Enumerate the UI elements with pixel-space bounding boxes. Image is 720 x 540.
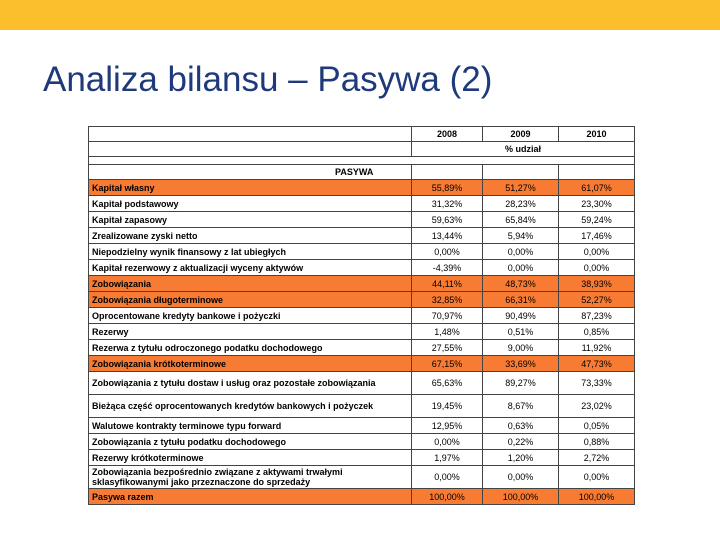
value-cell-2008: 55,89% bbox=[412, 180, 483, 196]
year-header-2009: 2009 bbox=[483, 127, 559, 142]
table-row bbox=[89, 395, 635, 418]
balance-table-container bbox=[88, 126, 634, 505]
row-label: Rezerwa z tytułu odroczonego podatku dochodowego bbox=[89, 340, 412, 356]
row-label: Kapitał własny bbox=[89, 180, 412, 196]
row-label: Pasywa razem bbox=[89, 489, 412, 505]
value-cell-2009: 51,27% bbox=[483, 180, 559, 196]
table-row bbox=[89, 450, 635, 466]
value-cell-2009: 89,27% bbox=[483, 372, 559, 395]
value-cell-2009: 8,67% bbox=[483, 395, 559, 418]
value-cell-2010: 0,05% bbox=[559, 418, 635, 434]
row-label: Zobowiązania długoterminowe bbox=[89, 292, 412, 308]
value-cell-2009: 1,20% bbox=[483, 450, 559, 466]
value-cell-2009: 0,22% bbox=[483, 434, 559, 450]
value-cell-2009: 65,84% bbox=[483, 212, 559, 228]
row-label: Rezerwy krótkoterminowe bbox=[89, 450, 412, 466]
value-cell-2008: 1,48% bbox=[412, 324, 483, 340]
value-cell-2010: 59,24% bbox=[559, 212, 635, 228]
value-cell-2010: 0,00% bbox=[559, 244, 635, 260]
table-row bbox=[89, 356, 635, 372]
row-label: Bieżąca część oprocentowanych kredytów bankowych i pożyczek bbox=[89, 395, 412, 418]
row-label: Zobowiązania z tytułu dostaw i usług oraz pozostałe zobowiązania bbox=[89, 372, 412, 395]
value-cell-2010: 0,00% bbox=[559, 466, 635, 489]
top-accent-band bbox=[0, 0, 720, 30]
value-cell-2010: 100,00% bbox=[559, 489, 635, 505]
value-cell-2008: 70,97% bbox=[412, 308, 483, 324]
value-cell-2008: 0,00% bbox=[412, 434, 483, 450]
row-label: Kapitał zapasowy bbox=[89, 212, 412, 228]
row-label: Zobowiązania krótkoterminowe bbox=[89, 356, 412, 372]
value-cell-2008: 0,00% bbox=[412, 244, 483, 260]
row-label: Walutowe kontrakty terminowe typu forward bbox=[89, 418, 412, 434]
value-cell-2008: 65,63% bbox=[412, 372, 483, 395]
liabilities-table bbox=[88, 126, 635, 505]
value-cell-2009: 0,00% bbox=[483, 260, 559, 276]
value-cell-2009: 0,51% bbox=[483, 324, 559, 340]
value-cell-2010: 73,33% bbox=[559, 372, 635, 395]
value-cell-2010: 23,30% bbox=[559, 196, 635, 212]
value-cell-2009: 33,69% bbox=[483, 356, 559, 372]
value-cell-2010: 0,85% bbox=[559, 324, 635, 340]
row-label: Niepodzielny wynik finansowy z lat ubiegłych bbox=[89, 244, 412, 260]
row-label: Rezerwy bbox=[89, 324, 412, 340]
table-row bbox=[89, 324, 635, 340]
value-cell-2009: 90,49% bbox=[483, 308, 559, 324]
row-label: Zrealizowane zyski netto bbox=[89, 228, 412, 244]
value-cell-2009: 0,00% bbox=[483, 244, 559, 260]
value-cell-2010: 38,93% bbox=[559, 276, 635, 292]
table-row bbox=[89, 466, 635, 489]
row-label: Kapitał podstawowy bbox=[89, 196, 412, 212]
table-row bbox=[89, 292, 635, 308]
table-row bbox=[89, 308, 635, 324]
value-cell-2008: 44,11% bbox=[412, 276, 483, 292]
table-row bbox=[89, 196, 635, 212]
year-header-row bbox=[89, 127, 635, 142]
table-row bbox=[89, 489, 635, 505]
year-header-2008: 2008 bbox=[412, 127, 483, 142]
section-row bbox=[89, 165, 635, 180]
value-cell-2010: 0,00% bbox=[559, 260, 635, 276]
value-cell-2010: 23,02% bbox=[559, 395, 635, 418]
table-row bbox=[89, 180, 635, 196]
value-cell-2009: 66,31% bbox=[483, 292, 559, 308]
value-cell-2008: 67,15% bbox=[412, 356, 483, 372]
table-row bbox=[89, 260, 635, 276]
row-label: Zobowiązania bbox=[89, 276, 412, 292]
row-label: Zobowiązania z tytułu podatku dochodowego bbox=[89, 434, 412, 450]
header-empty-cell bbox=[89, 127, 412, 142]
value-cell-2009: 0,63% bbox=[483, 418, 559, 434]
share-label: % udział bbox=[412, 142, 635, 157]
table-row bbox=[89, 276, 635, 292]
value-cell-2010: 17,46% bbox=[559, 228, 635, 244]
value-cell-2009: 100,00% bbox=[483, 489, 559, 505]
value-cell-2010: 0,88% bbox=[559, 434, 635, 450]
value-cell-2009: 0,00% bbox=[483, 466, 559, 489]
value-cell-2009: 28,23% bbox=[483, 196, 559, 212]
value-cell-2009: 5,94% bbox=[483, 228, 559, 244]
value-cell-2008: 19,45% bbox=[412, 395, 483, 418]
section-label: PASYWA bbox=[89, 165, 412, 180]
value-cell-2010: 52,27% bbox=[559, 292, 635, 308]
value-cell-2008: 12,95% bbox=[412, 418, 483, 434]
table-row bbox=[89, 244, 635, 260]
table-row bbox=[89, 340, 635, 356]
value-cell-2008: 59,63% bbox=[412, 212, 483, 228]
table-row bbox=[89, 212, 635, 228]
table-row bbox=[89, 228, 635, 244]
row-label: Zobowiązania bezpośrednio związane z aktywami trwałymi sklasyfikowanymi jako przeznaczone do sprzedaży bbox=[89, 466, 412, 489]
table-row bbox=[89, 418, 635, 434]
year-header-2010: 2010 bbox=[559, 127, 635, 142]
table-row bbox=[89, 434, 635, 450]
value-cell-2010: 87,23% bbox=[559, 308, 635, 324]
value-cell-2010: 11,92% bbox=[559, 340, 635, 356]
share-empty-cell bbox=[89, 142, 412, 157]
row-label: Kapitał rezerwowy z aktualizacji wyceny aktywów bbox=[89, 260, 412, 276]
table-row bbox=[89, 372, 635, 395]
value-cell-2008: 27,55% bbox=[412, 340, 483, 356]
value-cell-2008: -4,39% bbox=[412, 260, 483, 276]
value-cell-2008: 1,97% bbox=[412, 450, 483, 466]
value-cell-2010: 61,07% bbox=[559, 180, 635, 196]
value-cell-2008: 100,00% bbox=[412, 489, 483, 505]
row-label: Oprocentowane kredyty bankowe i pożyczki bbox=[89, 308, 412, 324]
value-cell-2009: 48,73% bbox=[483, 276, 559, 292]
value-cell-2010: 47,73% bbox=[559, 356, 635, 372]
value-cell-2008: 0,00% bbox=[412, 466, 483, 489]
value-cell-2008: 31,32% bbox=[412, 196, 483, 212]
value-cell-2008: 32,85% bbox=[412, 292, 483, 308]
slide-title: Analiza bilansu – Pasywa (2) bbox=[43, 60, 493, 99]
spacer-row bbox=[89, 157, 635, 165]
value-cell-2009: 9,00% bbox=[483, 340, 559, 356]
value-cell-2010: 2,72% bbox=[559, 450, 635, 466]
value-cell-2008: 13,44% bbox=[412, 228, 483, 244]
share-header-row bbox=[89, 142, 635, 157]
